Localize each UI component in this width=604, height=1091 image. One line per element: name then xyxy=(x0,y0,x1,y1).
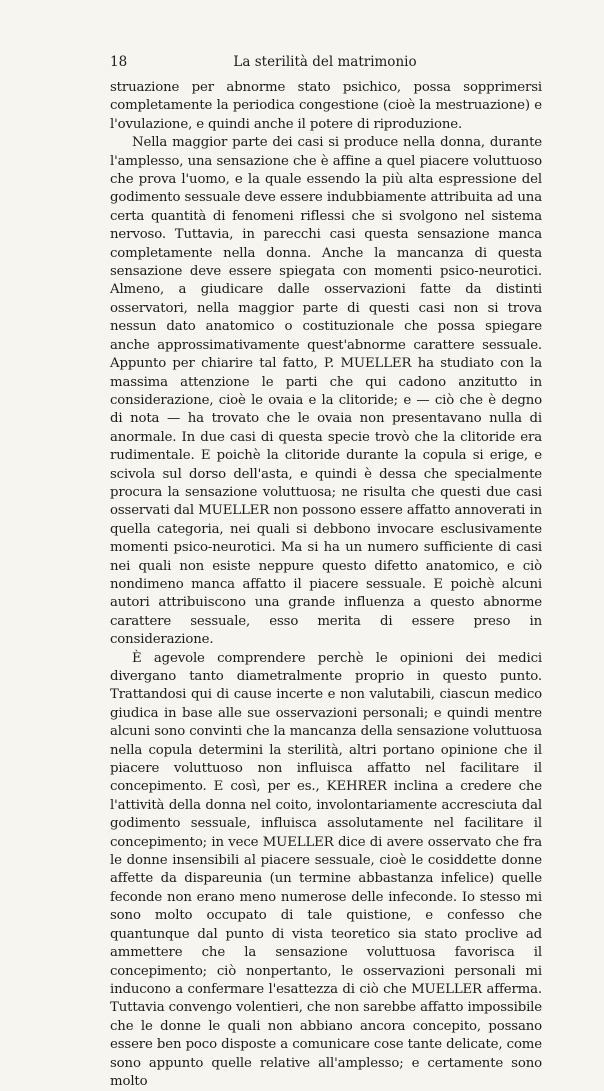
paragraph: Nella maggior parte dei casi si produce nella donna, durante l'amplesso, una sensazione che è affine a quel piacere voluttuoso che prova l'uomo, e la quale essendo la più alta espressione del godimento sessuale deve essere indubbiamente attribuita ad una certa quantità di fenomeni riflessi che si svolgono nel sistema nervoso. Tuttavia, in parecchi casi questa sensazione manca completamente nella donna. Anche la mancanza di questa sensazione deve essere spiegata con momenti psico-neurotici. Almeno, a giudicare dalle osservazioni fatte da distinti osservatori, nella maggior parte di questi casi non si trova nessun dato anatomico o costituzionale che possa spiegare anche approssimativamente quest'abnorme carattere sessuale. Appunto per chiarire tal fatto, P. MUELLER ha studiato con la massima attenzione le parti che qui cadono anzitutto in considerazione, cioè le ovaia e la clitoride; e — ciò che è degno di nota — ha trovato che le ovaia non presentavano nulla di anormale. In due casi di questa specie trovò che la clitoride era rudimentale. E poichè la clitoride durante la copula si erige, e scivola sul dorso dell'asta, e quindi è dessa che specialmente procura la sensazione voluttuosa; ne risulta che questi due casi osservati dal MUELLER non possono essere affatto annoverati in quella categoria, nei quali si debbono invocare esclusivamente momenti psico-neurotici. Ma si ha un numero sufficiente di casi nei quali non esiste neppure questo difetto anatomico, e ciò nondimeno manca affatto il piacere sessuale. E poichè alcuni autori attribuiscono una grande influenza a questo abnorme carattere sessuale, esso merita di essere preso in considerazione. xyxy=(110,135,542,648)
body-text xyxy=(110,79,542,1091)
running-title: La sterilità del matrimonio xyxy=(233,54,417,70)
paragraph: È agevole comprendere perchè le opinioni dei medici divergano tanto diametralmente proprio in questo punto. Trattandosi qui di cause incerte e non valutabili, ciascun medico giudica in base alle sue osservazioni personali; e quindi mentre alcuni sono convinti che la mancanza della sensazione voluttuosa nella copula determini la sterilità, altri portano opinione che il piacere voluttuoso non influisca affatto nel facilitare il concepimento. E così, per es., KEHRER inclina a credere che l'attività della donna nel coito, involontariamente accresciuta dal godimento sessuale, influisca assolutamente nel facilitare il concepimento; in vece MUELLER dice di avere osservato che fra le donne insensibili al piacere sessuale, cioè le cosiddette donne affette da dispareunia (un termine abbastanza infelice) quelle feconde non erano meno numerose delle infeconde. Io stesso mi sono molto occupato di tale quistione, e confesso che quantunque dal punto di vista teoretico sia stato proclive ad ammettere che la sensazione voluttuosa favorisca il concepimento; ciò nonpertanto, le osservazioni personali mi inducono a confermare l'esattezza di ciò che MUELLER afferma. Tuttavia convengo volentieri, che non sarebbe affatto impossibile che le donne le quali non abbiano ancora concepito, possano essere ben poco disposte a comunicare cose tante delicate, come sono appunto quelle relative all'amplesso; e certamente sono molto xyxy=(110,650,542,1089)
page-number: 18 xyxy=(110,54,128,70)
page-header xyxy=(110,52,540,72)
paragraph: struazione per abnorme stato psichico, possa sopprimersi completamente la periodica congestione (cioè la mestruazione) e l'ovulazione, e quindi anche il potere di riproduzione. xyxy=(110,80,542,132)
